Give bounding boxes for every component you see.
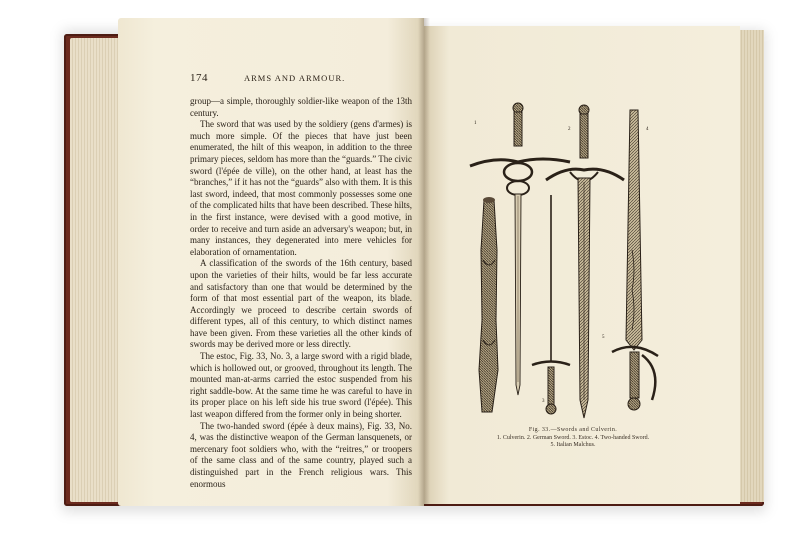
body-text: [190, 96, 412, 490]
culverin-illustration: [479, 197, 498, 412]
italian-malchus-illustration: [612, 110, 658, 410]
running-title: ARMS AND ARMOUR.: [244, 73, 346, 83]
figure-label: 2: [568, 127, 571, 132]
page-number: 174: [190, 72, 208, 84]
figure-label: 3: [542, 399, 545, 404]
paragraph: The two-handed sword (épée à deux mains), Fig. 33, No. 4, was the distinctive weapon of the German lansquenets, or mercenary foot soldiers who, with the “reitres,” or troopers of the same class and of the same country, played such a distinguished part in the French religious wars. This enormous: [190, 420, 412, 489]
paragraph: The sword that was used by the soldiery (gens d'armes) is much more simple. Of the pieces that have just been enumerated, the hilt of this weapon, in addition to the three primary pieces, seldom has more than the “guards.” The civic sword (l'épée de ville), on the other hand, at least has the “branches,” if it has not the “guards” also with them. It is this last sword, indeed, that most commonly possesses some one of the complicated hilts that have been described. These hilts, in the first instance, were devised with a good motive, in order to receive and turn aside an adversary's weapon; but, in many instances, they degenerated into mere vehicles for elaboration of ornamentation.: [190, 119, 413, 257]
swords-engraving: [466, 100, 676, 425]
running-head: [190, 72, 410, 86]
book-gutter: [418, 18, 430, 506]
paragraph: A classification of the swords of the 16th century, based upon the varieties of their hilts, would be far less accurate and satisfactory than one that would be determined by the form of that most essential part of the weapon, its blade. Accordingly we proceed to describe certain swords of different types, all of this century, to which distinct names have been given. From these varieties all the other kinds of swords may be derived more or less directly.: [190, 258, 412, 350]
caption-title: Fig. 33.—Swords and Culverin.: [528, 427, 618, 433]
caption-legend: 1. Culverin. 2. German Sword. 3. Estoc. 4. Two-handed Sword.: [496, 434, 650, 441]
figure-label: 1: [474, 121, 477, 126]
figure-label: 5: [602, 335, 605, 340]
estoc-illustration: [532, 195, 570, 414]
two-handed-sword-illustration: [546, 105, 624, 418]
paragraph: group—a simple, thoroughly soldier-like weapon of the 13th century.: [190, 96, 412, 118]
figure-caption: [462, 427, 684, 450]
paragraph: The estoc, Fig. 33, No. 3, a large sword with a rigid blade, which is hollowed out, or grooved, throughout its length. The mounted man-at-arms carried the estoc suspended from his right saddle-bow. At the same time he was careful to have in its proper place on his left side his true sword (l'épée). This last weapon differed from the former only in being shorter.: [190, 351, 412, 420]
figure-label: 4: [646, 127, 649, 132]
caption-legend: 5. Italian Malchus.: [550, 442, 596, 448]
